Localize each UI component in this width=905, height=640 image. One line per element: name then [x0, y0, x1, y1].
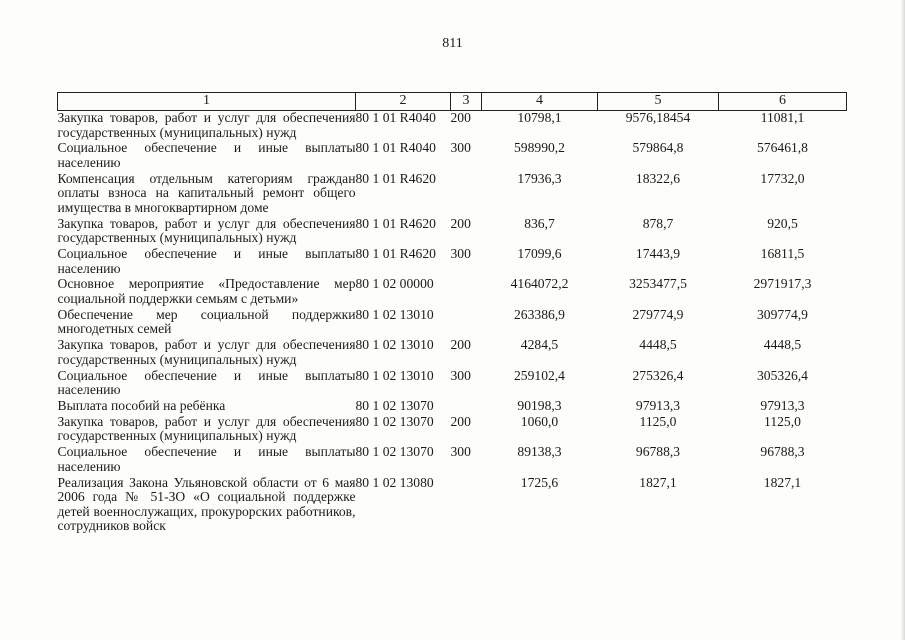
table-row	[58, 399, 847, 415]
column-header-3: 3	[451, 93, 482, 111]
table-row	[58, 217, 847, 247]
row-value-4: 4284,5	[520, 337, 559, 353]
row-code: 80 1 01 R4620	[355, 170, 436, 186]
table-row	[58, 247, 847, 277]
row-value-6: 576461,8	[757, 140, 808, 156]
row-value-5: 279774,9	[632, 306, 684, 322]
row-value-4: 1060,0	[520, 413, 559, 429]
row-name: Закупка товаров, работ и услуг для обеспечения государственных (муниципальных) нужд	[57, 413, 356, 444]
table-row	[58, 111, 847, 142]
row-value-6: 17732,0	[760, 170, 805, 186]
row-value-5: 878,7	[642, 215, 674, 231]
row-value-6: 1125,0	[764, 413, 801, 429]
row-kind: 300	[450, 367, 471, 383]
table-row	[58, 369, 847, 399]
row-value-6: 16811,5	[760, 246, 805, 262]
row-value-4: 17936,3	[517, 170, 562, 186]
row-name: Закупка товаров, работ и услуг для обеспечения государственных (муниципальных) нужд	[57, 337, 356, 367]
row-name: Социальное обеспечение и иные выплаты населению	[57, 444, 356, 474]
row-value-6: 96788,3	[760, 444, 805, 460]
row-value-5: 97913,3	[635, 397, 681, 413]
row-code: 80 1 02 13070	[355, 413, 434, 429]
scan-edge-shadow	[901, 0, 905, 640]
row-code: 80 1 01 R4620	[355, 246, 436, 262]
row-code: 80 1 02 13010	[355, 337, 434, 353]
row-value-6: 97913,3	[760, 397, 805, 413]
row-value-4: 1725,6	[520, 474, 559, 490]
row-value-4: 598990,2	[514, 140, 565, 156]
row-code: 80 1 02 13080	[355, 474, 434, 490]
column-header-1: 1	[58, 93, 356, 111]
row-kind	[451, 172, 482, 217]
row-value-5: 4448,5	[639, 337, 677, 353]
table-row	[58, 308, 847, 338]
table-row	[58, 338, 847, 368]
row-kind	[451, 399, 482, 415]
row-value-4: 10798,1	[517, 110, 562, 125]
row-kind: 200	[450, 110, 471, 125]
row-value-4: 263386,9	[514, 306, 565, 322]
column-header-4: 4	[482, 93, 598, 111]
page-number: 811	[442, 36, 463, 51]
row-value-5: 18322,6	[635, 170, 681, 186]
row-value-6: 4448,5	[763, 337, 802, 353]
row-kind: 300	[450, 444, 471, 460]
row-code: 80 1 01 R4620	[355, 215, 436, 231]
row-kind: 200	[450, 413, 471, 429]
table-row	[58, 445, 847, 475]
table-row	[58, 415, 847, 445]
row-value-4: 259102,4	[514, 367, 565, 383]
row-name: Социальное обеспечение и иные выплаты населению	[57, 367, 356, 398]
row-value-6: 1827,1	[763, 474, 802, 490]
row-value-5: 1125,0	[639, 413, 677, 429]
row-kind: 200	[450, 215, 471, 231]
row-value-5: 3253477,5	[629, 276, 687, 292]
row-kind	[451, 476, 482, 536]
row-value-4: 90198,3	[517, 397, 562, 413]
row-value-5: 1827,1	[639, 474, 677, 490]
table-row	[58, 172, 847, 217]
row-value-5: 275326,4	[632, 367, 684, 383]
row-name: Социальное обеспечение и иные выплаты населению	[57, 246, 356, 276]
row-name: Социальное обеспечение и иные выплаты населению	[57, 140, 356, 170]
row-kind: 300	[450, 140, 471, 156]
row-name: Компенсация отдельным категориям граждан оплаты взноса на капитальный ремонт общего имущества в многоквартирном доме	[57, 170, 356, 215]
row-value-4: 17099,6	[517, 246, 562, 262]
row-value-6: 305326,4	[757, 367, 808, 383]
row-kind: 200	[450, 337, 471, 353]
row-kind	[451, 308, 482, 338]
table-row	[58, 277, 847, 307]
row-value-5: 579864,8	[632, 140, 684, 156]
header-row	[58, 93, 847, 111]
row-value-6: 2971917,3	[753, 276, 812, 292]
column-header-6: 6	[719, 93, 847, 111]
row-value-6: 11081,1	[760, 110, 805, 125]
row-value-6: 309774,9	[757, 306, 808, 322]
row-code: 80 1 02 00000	[355, 276, 434, 292]
row-kind	[451, 277, 482, 307]
row-value-5: 96788,3	[635, 444, 681, 460]
column-header-2: 2	[356, 93, 451, 111]
row-code: 80 1 02 13070	[355, 444, 434, 460]
row-name: Обеспечение мер социальной поддержки многодетных семей	[57, 306, 356, 337]
row-code: 80 1 02 13010	[355, 367, 434, 383]
row-name: Выплата пособий на ребёнка	[57, 397, 226, 413]
row-code: 80 1 01 R4040	[355, 140, 436, 156]
column-header-5: 5	[598, 93, 719, 111]
row-code: 80 1 02 13070	[355, 397, 434, 413]
row-name: Основное мероприятие «Предоставление мер социальной поддержки семьям с детьми»	[57, 276, 356, 307]
budget-table	[57, 92, 847, 535]
row-code: 80 1 02 13010	[355, 306, 434, 322]
table-row	[58, 476, 847, 536]
row-name: Реализация Закона Ульяновской области от 6 мая 2006 года № 51-ЗО «О социальной поддержке детей военнослужащих, прокурорских работников, сотрудников войск	[57, 474, 356, 534]
row-code: 80 1 01 R4040	[355, 110, 436, 125]
row-value-4: 89138,3	[517, 444, 562, 460]
row-name: Закупка товаров, работ и услуг для обеспечения государственных (муниципальных) нужд	[57, 215, 356, 246]
row-value-6: 920,5	[767, 215, 798, 231]
row-kind: 300	[450, 246, 471, 262]
row-value-4: 4164072,2	[510, 276, 569, 292]
table-row	[58, 141, 847, 171]
row-value-4: 836,7	[524, 215, 555, 231]
row-value-5: 9576,18454	[625, 110, 691, 125]
row-name: Закупка товаров, работ и услуг для обеспечения государственных (муниципальных) нужд	[57, 110, 356, 140]
row-value-5: 17443,9	[635, 246, 681, 262]
